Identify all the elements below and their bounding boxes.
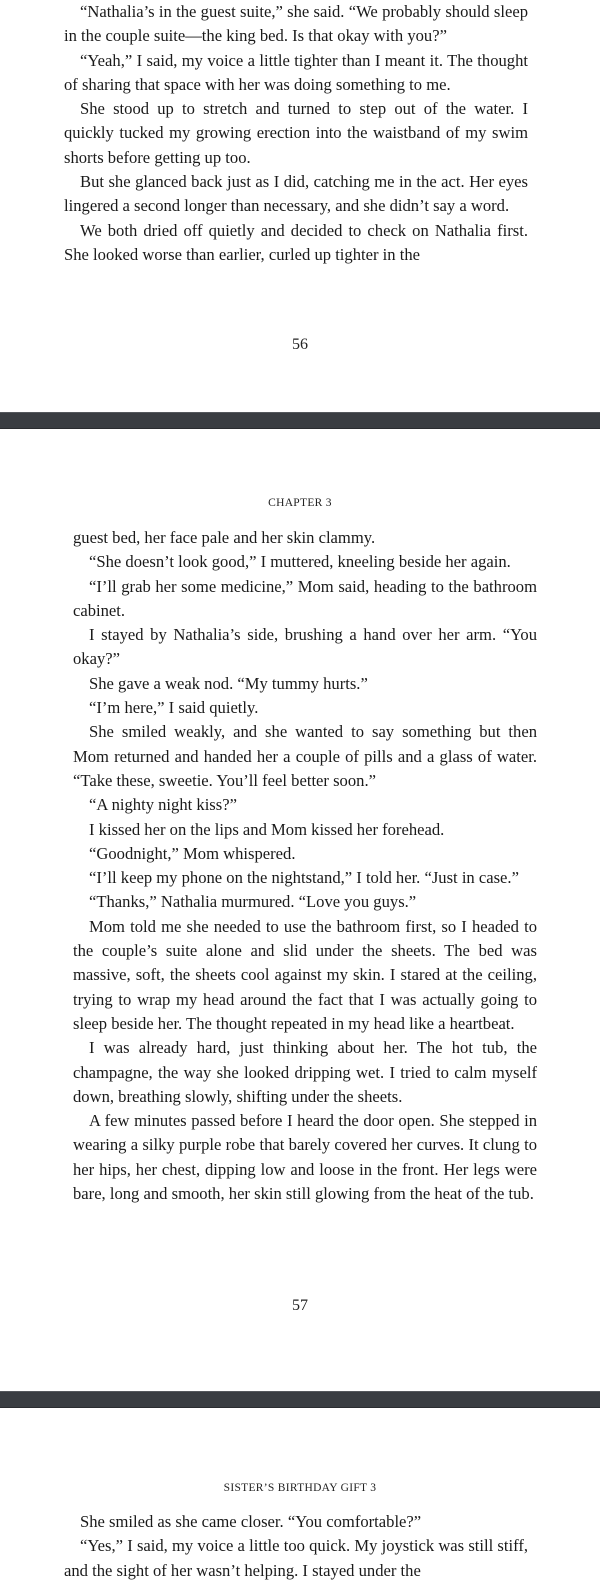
paragraph: “She doesn’t look good,” I muttered, kneeling beside her again. — [89, 552, 511, 572]
paragraph: I kissed her on the lips and Mom kissed her forehead. — [89, 819, 445, 839]
paragraph: She smiled as she came closer. “You comfortable?” — [80, 1512, 422, 1531]
paragraph: We both dried off quietly and decided to check on Nathalia first. She looked worse than earlier, curled up tighter in the — [64, 220, 528, 264]
paragraph: She gave a weak nod. “My tummy hurts.” — [89, 673, 368, 693]
paragraph: Mom told me she needed to use the bathroom first, so I headed to the couple’s suite alone and slid under the sheets. The bed was massive, soft, the sheets cool against my skin. I stared at the ceiling, trying to wrap my head around the fact that I was actually going to sleep beside her. The thought repeated in my head like a heartbeat. — [73, 916, 537, 1033]
paragraph: But she glanced back just as I did, catching me in the act. Her eyes lingered a second longer than necessary, and she didn’t say a word. — [64, 172, 528, 216]
page-number: 57 — [292, 1297, 308, 1314]
paragraph: “I’m here,” I said quietly. — [89, 698, 259, 718]
paragraph: “Nathalia’s in the guest suite,” she said. “We probably should sleep in the couple suite—the king bed. Is that okay with you?” — [64, 2, 528, 46]
paragraph: She stood up to stretch and turned to step out of the water. I quickly tucked my growing erection into the waistband of my swim shorts before getting up too. — [64, 99, 528, 167]
page-number: 56 — [292, 336, 308, 353]
paragraph: I was already hard, just thinking about her. The hot tub, the champagne, the way she looked dripping wet. I tried to calm myself down, breathing slowly, shifting under the sheets. — [73, 1038, 537, 1106]
page-58-body — [64, 1510, 528, 1583]
page-56 — [0, 0, 600, 412]
paragraph: I stayed by Nathalia’s side, brushing a hand over her arm. “You okay?” — [73, 625, 537, 669]
paragraph: “Goodnight,” Mom whispered. — [89, 843, 296, 863]
paragraph: She smiled weakly, and she wanted to say something but then Mom returned and handed her a couple of pills and a glass of water. “Take these, sweetie. You’ll feel better soon.” — [73, 722, 537, 790]
page-57-body — [73, 526, 537, 1206]
paragraph: “A nighty night kiss?” — [89, 795, 237, 815]
running-head: CHAPTER 3 — [268, 497, 332, 509]
paragraph: A few minutes passed before I heard the door open. She stepped in wearing a silky purple robe that barely covered her curves. It clung to her hips, her chest, dipping low and loose in the front. Her legs were bare, long and smooth, her skin still glowing from the heat of the tub. — [73, 1111, 537, 1204]
page-divider — [0, 412, 600, 429]
page-58 — [0, 1408, 600, 1596]
paragraph: “I’ll grab her some medicine,” Mom said, heading to the bathroom cabinet. — [73, 576, 537, 620]
paragraph: “Thanks,” Nathalia murmured. “Love you guys.” — [89, 892, 417, 912]
running-head: SISTER’S BIRTHDAY GIFT 3 — [223, 1482, 377, 1494]
page-divider — [0, 1391, 600, 1408]
paragraph: “I’ll keep my phone on the nightstand,” I told her. “Just in case.” — [89, 868, 519, 888]
paragraph: guest bed, her face pale and her skin clammy. — [73, 528, 376, 547]
paragraph: “Yeah,” I said, my voice a little tighter than I meant it. The thought of sharing that space with her was doing something to me. — [64, 50, 528, 94]
paragraph: “Yes,” I said, my voice a little too quick. My joystick was still stiff, and the sight of her wasn’t helping. I stayed under the — [64, 1536, 528, 1580]
page-57 — [0, 429, 600, 1391]
page-56-body — [64, 0, 528, 267]
